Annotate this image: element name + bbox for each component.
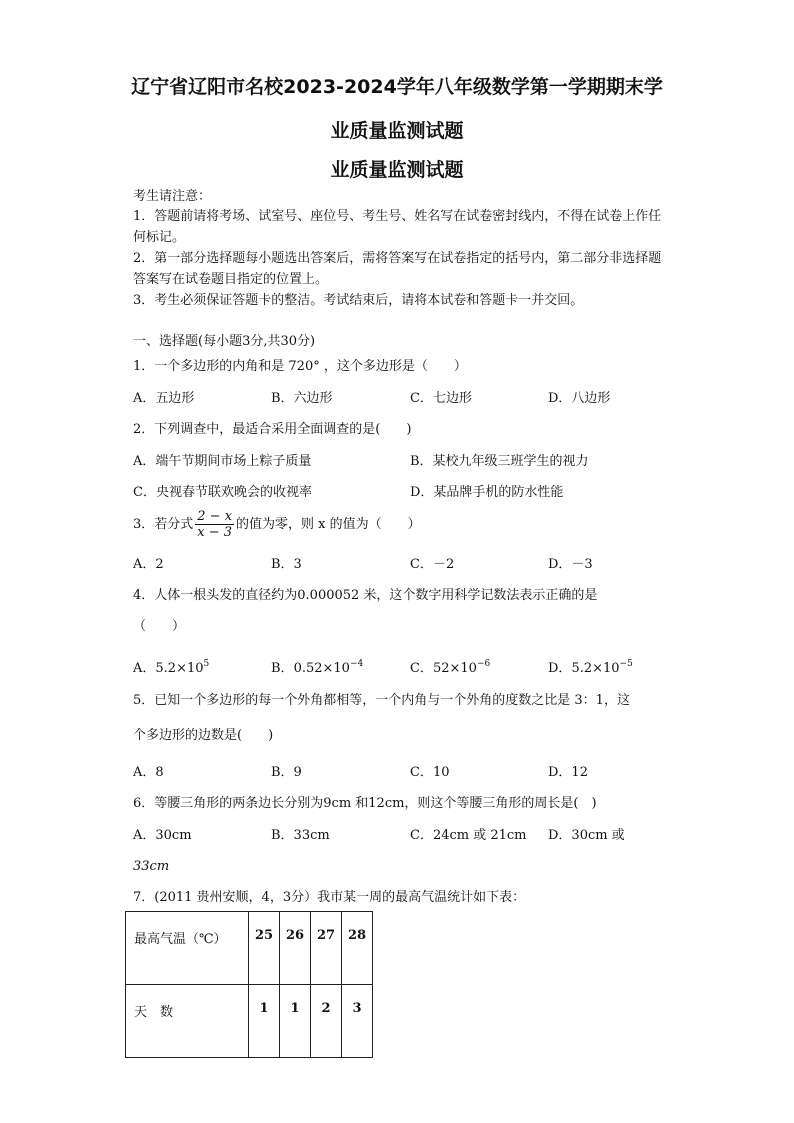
table-cell: 28 — [342, 912, 373, 985]
q2-option-d: D．某品牌手机的防水性能 — [410, 485, 564, 500]
table-cell: 2 — [311, 985, 342, 1058]
question-4-stem-cont: （ ） — [133, 619, 186, 634]
section-heading: 一、选择题(每小题3分,共30分) — [133, 334, 316, 349]
q5-option-c: C．10 — [410, 765, 450, 780]
q4-option-a: A．$5.2\times 10^5$ — [133, 659, 210, 676]
q5-option-a: A．8 — [133, 765, 164, 780]
table-cell: 1 — [249, 985, 280, 1058]
table-cell: 1 — [280, 985, 311, 1058]
question-2-stem: 2．下列调查中，最适合采用全面调查的是( ) — [133, 422, 412, 437]
q6-option-b: B．33cm — [271, 828, 330, 843]
notice-item-3: 3．考生必须保证答题卡的整洁。考试结束后，请将本试卷和答题卡一并交回。 — [133, 293, 584, 308]
question-3-stem — [133, 509, 421, 540]
notice-heading: 考生请注意： — [133, 189, 212, 204]
q6-option-d: D．30cm 或 — [548, 828, 625, 843]
title-line-2: 业质量监测试题 — [330, 120, 464, 142]
q2-option-a: A．端午节期间市场上粽子质量 — [133, 454, 312, 469]
question-4-stem: 4．人体一根头发的直径约为0.000052 米，这个数字用科学记数法表示正确的是 — [133, 588, 598, 603]
q3-fraction — [195, 509, 234, 540]
question-5-stem-cont: 个多边形的边数是( ) — [133, 728, 274, 743]
q5-option-b: B．9 — [271, 765, 302, 780]
q1-option-a: A．五边形 — [133, 391, 195, 406]
q1-option-b: B．六边形 — [271, 391, 333, 406]
table-cell: 26 — [280, 912, 311, 985]
q4-option-d: D．$5.2\times 10^{-5}$ — [548, 659, 633, 676]
q6-option-c: C．24cm 或 21cm — [410, 828, 527, 843]
question-5-stem: 5．已知一个多边形的每一个外角都相等，一个内角与一个外角的度数之比是 3：1，这 — [133, 693, 630, 708]
table-row — [126, 912, 373, 985]
question-7-stem: 7．(2011 贵州安顺，4，3分）我市某一周的最高气温统计如下表： — [133, 890, 526, 905]
table-row — [126, 985, 373, 1058]
table-cell: 27 — [311, 912, 342, 985]
q4-option-c: C．$52\times 10^{-6}$ — [410, 659, 491, 676]
q3-suffix: 的值为零，则 x 的值为（ ） — [236, 517, 421, 532]
q2-option-c: C．央视春节联欢晚会的收视率 — [133, 485, 312, 500]
q2-option-b: B．某校九年级三班学生的视力 — [410, 454, 589, 469]
notice-item-1: 1．答题前请将考场、试室号、座位号、考生号、姓名写在试卷密封线内，不得在试卷上作任何标记。 — [133, 209, 662, 245]
question-1-stem: 1．一个多边形的内角和是 720° ，这个多边形是（ ） — [133, 359, 467, 374]
q4-option-b: B．$0.52\times 10^{-4}$ — [271, 659, 364, 676]
question-6-stem: 6．等腰三角形的两条边长分别为9cm 和12cm，则这个等腰三角形的周长是( ) — [133, 796, 597, 811]
table-cell: 25 — [249, 912, 280, 985]
q3-option-d: D．－3 — [548, 557, 593, 572]
q3-prefix: 3．若分式 — [133, 517, 194, 532]
q3-option-a: A．2 — [133, 557, 164, 572]
q6-option-d-wrap: 33cm — [133, 859, 170, 874]
q1-option-c: C．七边形 — [410, 391, 472, 406]
q1-option-d: D．八边形 — [548, 391, 611, 406]
q3-option-b: B．3 — [271, 557, 302, 572]
temperature-table — [125, 911, 373, 1058]
title-line-1: 辽宁省辽阳市名校2023-2024学年八年级数学第一学期期末学 — [131, 76, 663, 98]
q5-option-d: D．12 — [548, 765, 588, 780]
q3-numerator: 2 − x — [197, 509, 233, 524]
table-cell: 3 — [342, 985, 373, 1058]
q3-option-c: C．－2 — [410, 557, 455, 572]
q3-denominator: x − 3 — [197, 525, 233, 540]
table-header-cell: 最高气温（℃） — [126, 912, 249, 985]
table-header-cell: 天 数 — [126, 985, 249, 1058]
q6-option-a: A．30cm — [133, 828, 192, 843]
notice-item-2: 2．第一部分选择题每小题选出答案后，需将答案写在试卷指定的括号内，第二部分非选择题答案写在试卷题目指定的位置上。 — [133, 251, 662, 287]
title-line-3: 业质量监测试题 — [330, 159, 464, 181]
